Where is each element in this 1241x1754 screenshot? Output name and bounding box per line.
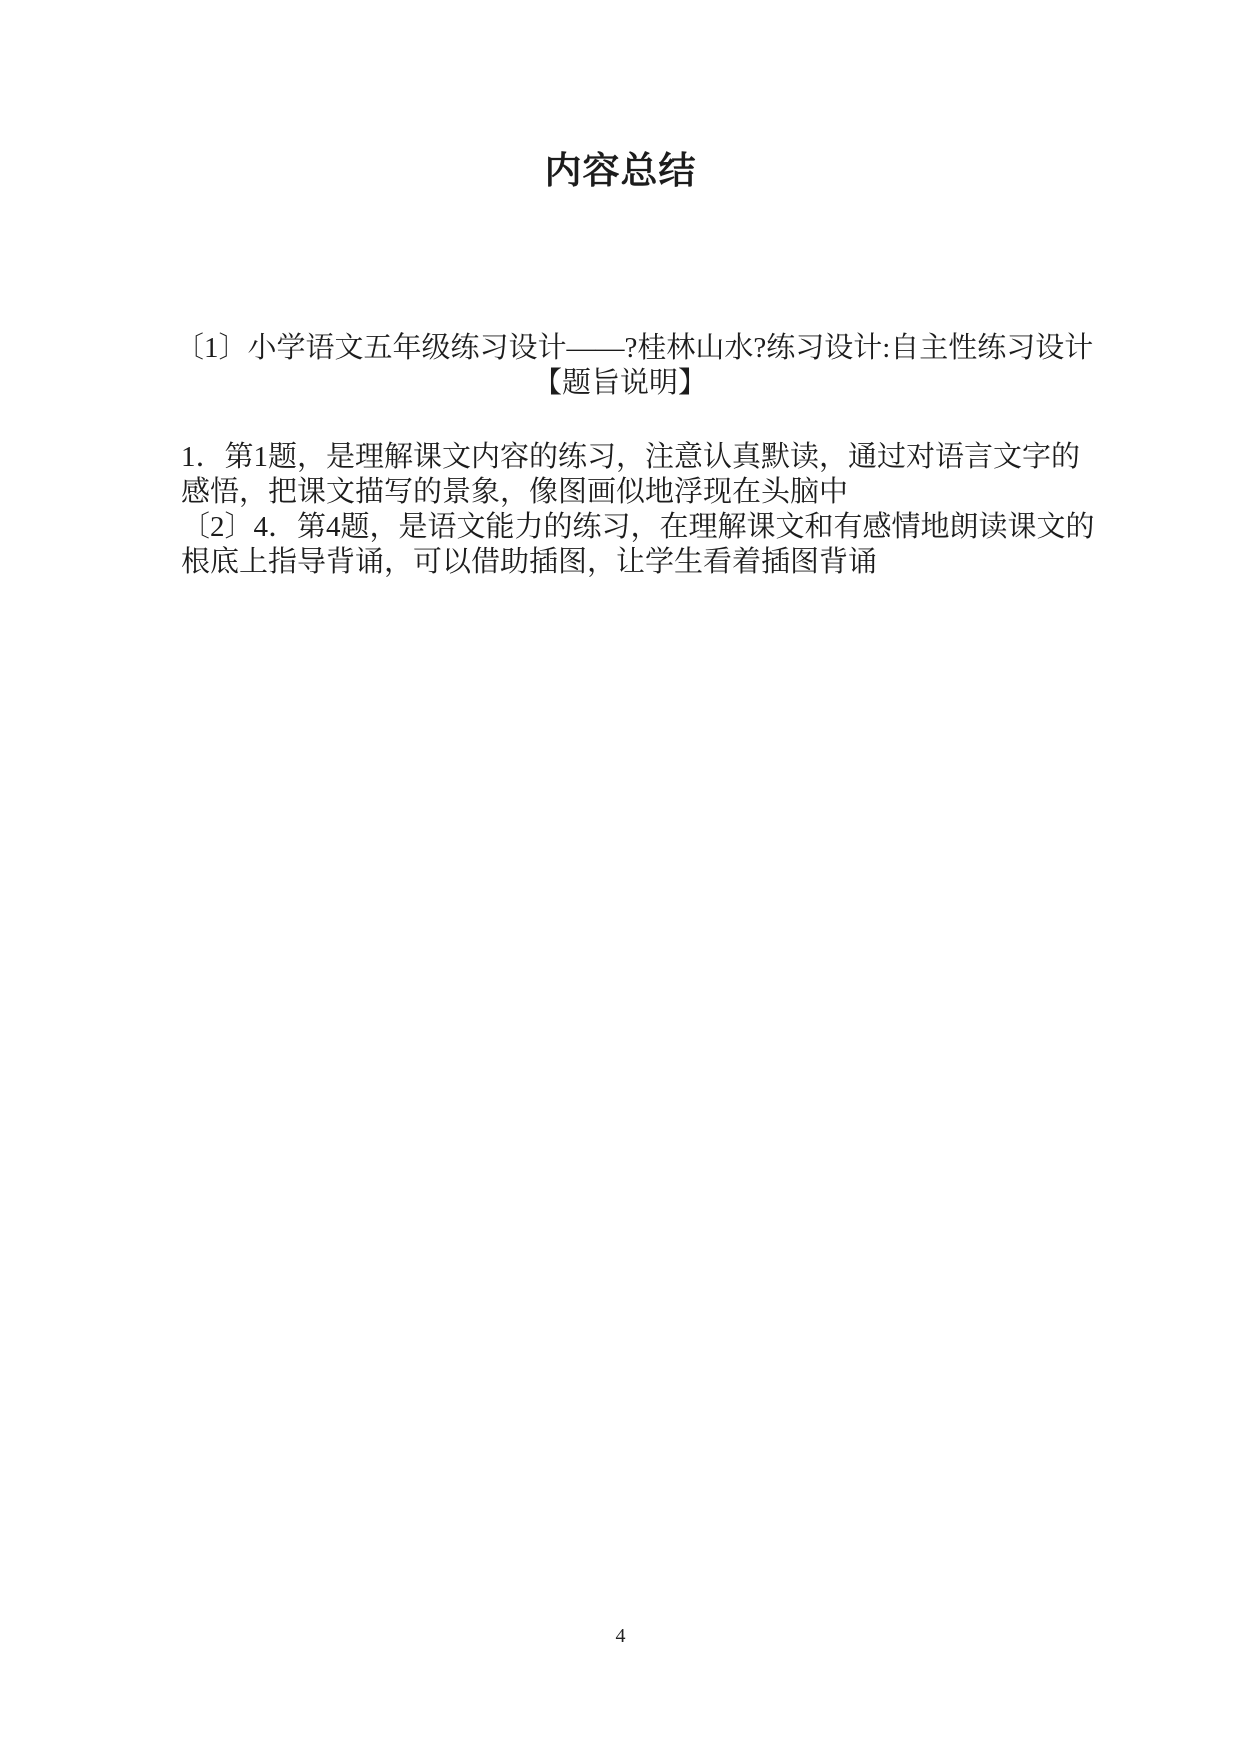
- body-line: 根底上指导背诵，可以借助插图，让学生看着插图背诵: [181, 546, 878, 578]
- body-line: 〔2〕4．第4题，是语文能力的练习，在理解课文和有感情地朗读课文的: [181, 511, 1095, 543]
- heading-line-1: 〔1〕小学语文五年级练习设计——?桂林山水?练习设计:自主性练习设计: [175, 332, 1094, 364]
- page-number: 4: [615, 1625, 626, 1647]
- body-line: 1．第1题，是理解课文内容的练习，注意认真默读，通过对语言文字的: [181, 441, 1081, 473]
- heading-line-2: 【题旨说明】: [532, 367, 707, 399]
- body-paragraph: [181, 440, 1095, 580]
- body-line: 感悟，把课文描写的景象，像图画似地浮现在头脑中: [181, 476, 849, 508]
- page-title: 内容总结: [544, 151, 697, 192]
- heading-paragraph: [175, 331, 1094, 401]
